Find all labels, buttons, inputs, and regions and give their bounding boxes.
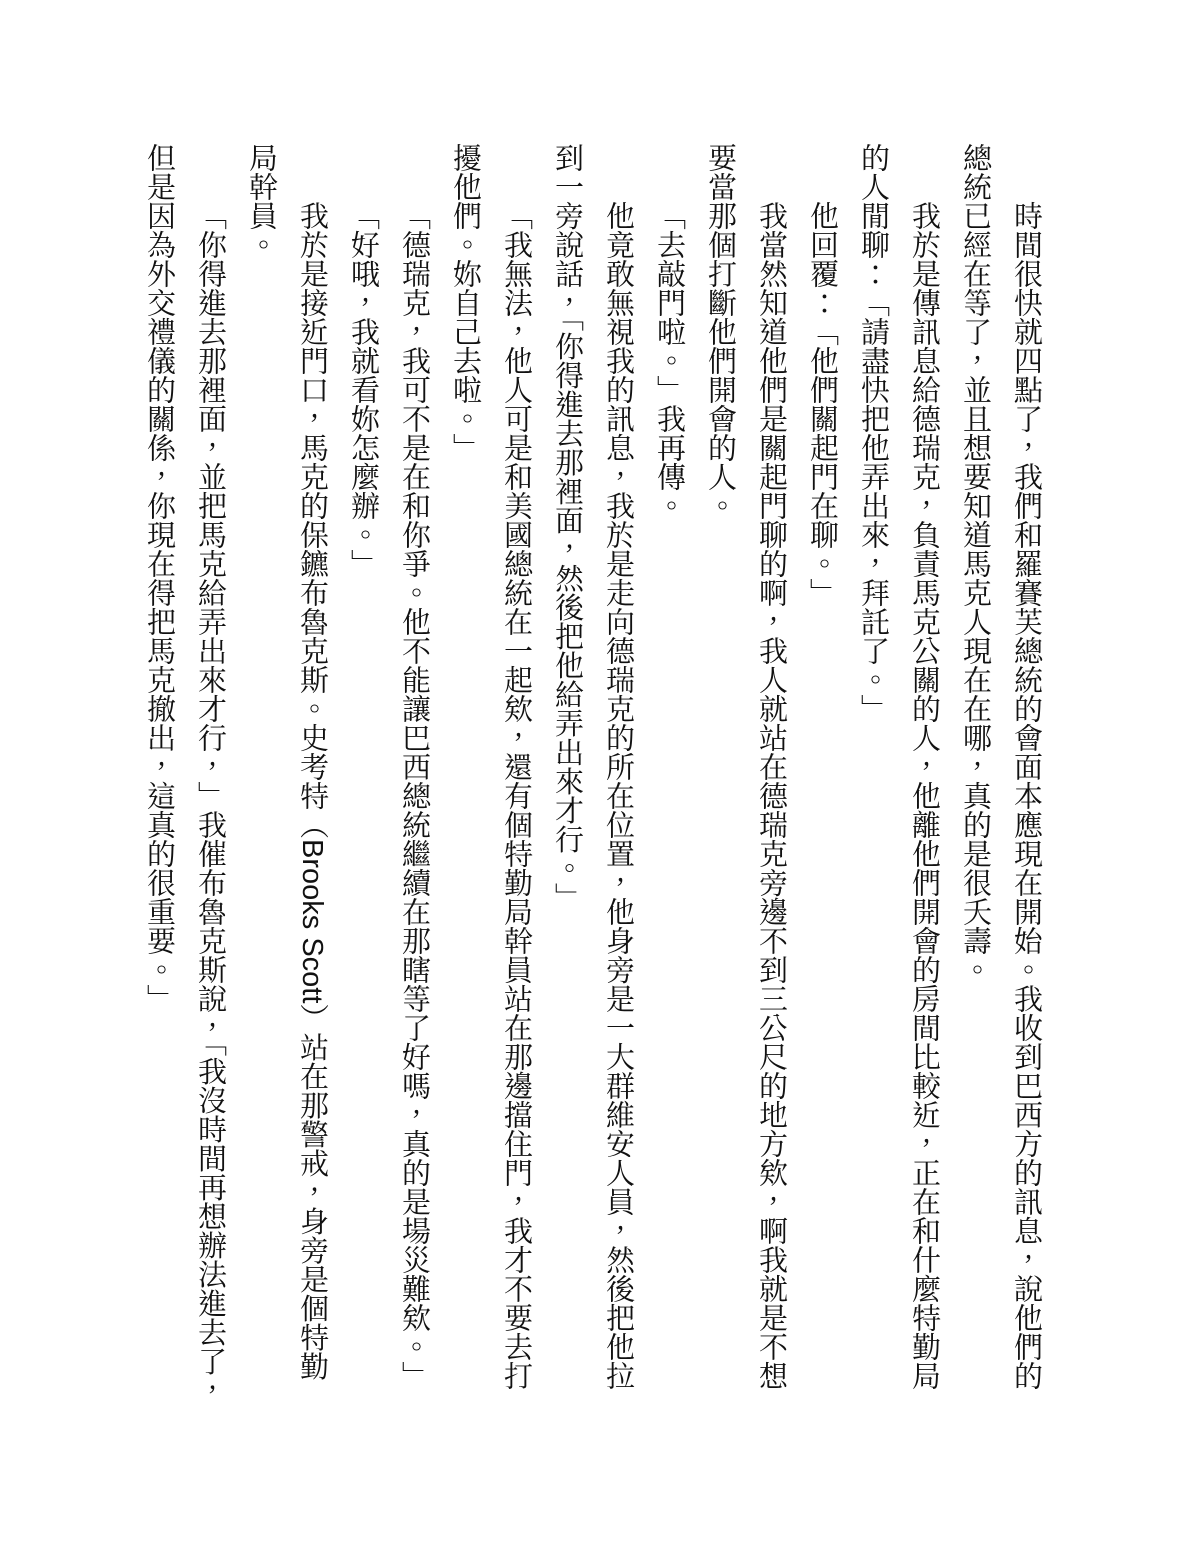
paragraph: 他回覆：「他們關起門在聊。」	[806, 201, 838, 607]
paragraph: 「德瑞克，我可不是在和你爭。他不能讓巴西總統繼續在那瞎等了好嗎，真的是場災難欸。」	[398, 201, 430, 1390]
paragraph: 「我無法，他人可是和美國總統在一起欸，還有個特勤局幹員站在那邊擋住門，我才不要去打擾他們。妳自己去啦。」	[449, 143, 532, 1390]
paragraph: 我於是傳訊息給德瑞克，負責馬克公關的人，他離他們開會的房間比較近，正在和什麼特勤局的人閒聊：「請盡快把他弄出來，拜託了。」	[857, 143, 940, 1390]
paragraph: 我當然知道他們是關起門聊的啊，我人就站在德瑞克旁邊不到三公尺的地方欸，啊我就是不想要當那個打斷他們開會的人。	[704, 143, 787, 1390]
paragraph: 「去敲門啦。」我再傳。	[653, 201, 685, 520]
book-page-text	[133, 143, 1051, 1408]
paragraph: 我於是接近門口，馬克的保鑣布魯克斯。史考特（Brooks Scott）站在那警戒，身旁是個特勤局幹員。	[245, 143, 328, 1381]
paragraph: 他竟敢無視我的訊息，我於是走向德瑞克的所在位置，他身旁是一大群維安人員，然後把他拉到一旁說話，「你得進去那裡面，然後把他給弄出來才行。」	[551, 143, 634, 1390]
paragraph: 「好哦，我就看妳怎麼辦。」	[347, 201, 379, 578]
paragraph: 「你得進去那裡面，並把馬克給弄出來才行，」我催布魯克斯說，「我沒時間再想辦法進去了，但是因為外交禮儀的關係，你現在得把馬克撤出，這真的很重要。」	[143, 143, 226, 1405]
paragraph: 時間很快就四點了，我們和羅賽芙總統的會面本應現在開始。我收到巴西方的訊息，說他們的總統已經在等了，並且想要知道馬克人現在在哪，真的是很夭壽。	[959, 143, 1042, 1390]
